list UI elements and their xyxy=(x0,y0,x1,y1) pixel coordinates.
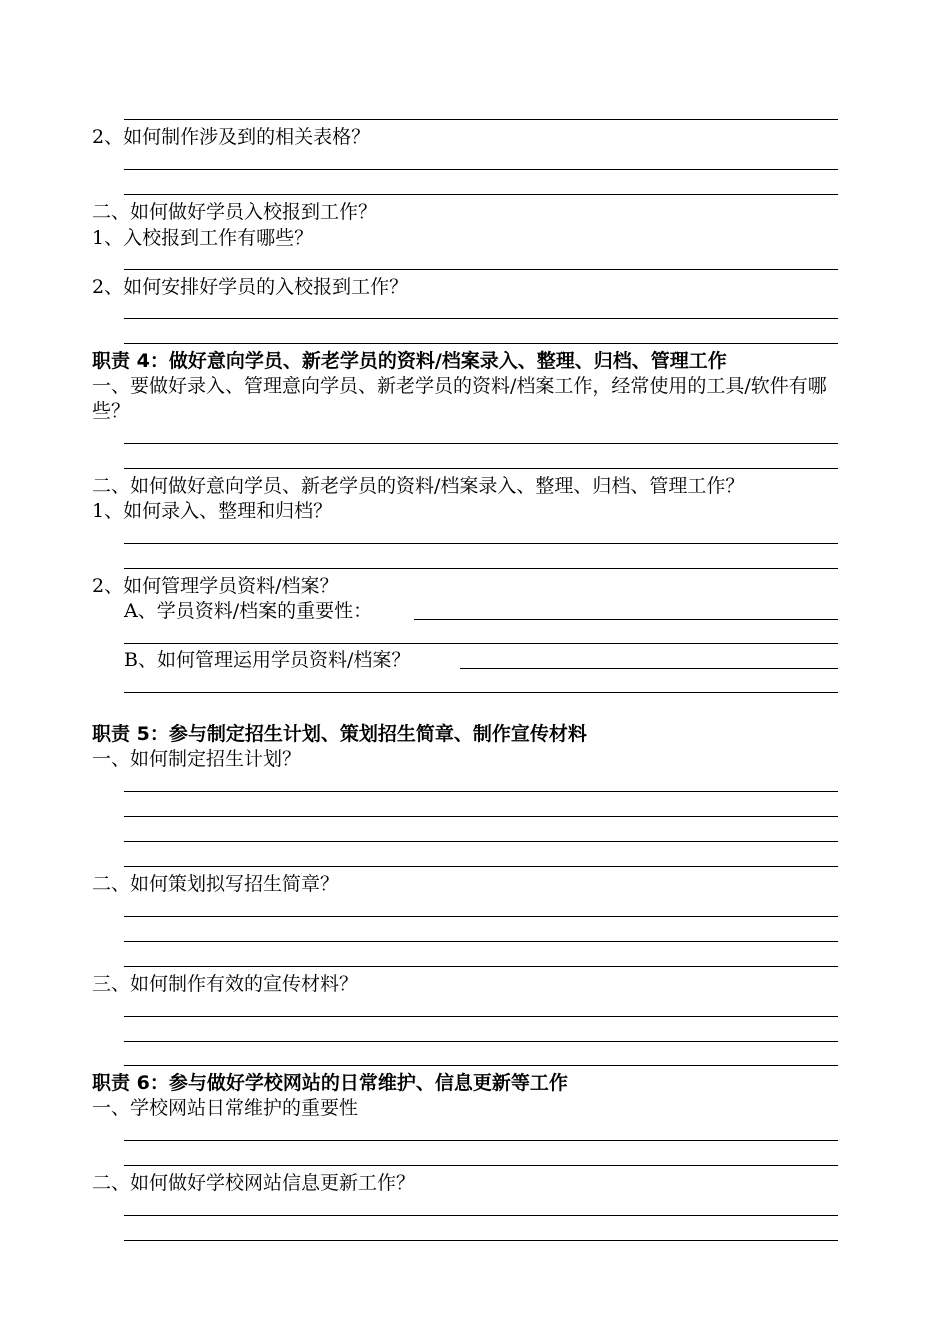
duty-4-question-2-2: 2、如何管理学员资料/档案？ xyxy=(92,575,339,597)
answer-line[interactable] xyxy=(124,1016,838,1017)
duty-4-question-2-2-b: B、如何管理运用学员资料/档案？ xyxy=(124,649,411,671)
answer-line[interactable] xyxy=(124,568,838,569)
answer-line[interactable] xyxy=(124,692,838,693)
answer-line[interactable] xyxy=(124,1140,838,1141)
answer-line[interactable] xyxy=(124,791,838,792)
duty-4-question-2-2-a: A、学员资料/档案的重要性： xyxy=(124,600,373,622)
duty-5-question-3: 三、如何制作有效的宣传材料？ xyxy=(92,973,359,995)
duty-4-question-2: 二、如何做好意向学员、新老学员的资料/档案录入、整理、归档、管理工作？ xyxy=(92,475,745,497)
duty-4-question-2-1: 1、如何录入、整理和归档？ xyxy=(92,500,333,522)
answer-line[interactable] xyxy=(124,643,838,644)
answer-line[interactable] xyxy=(124,1041,838,1042)
answer-line[interactable] xyxy=(124,816,838,817)
answer-line[interactable] xyxy=(124,169,838,170)
answer-line[interactable] xyxy=(124,468,838,469)
duty-6-question-1: 一、学校网站日常维护的重要性 xyxy=(92,1097,359,1119)
answer-line[interactable] xyxy=(124,916,838,917)
answer-line[interactable] xyxy=(124,194,838,195)
section-2-question-1: 1、入校报到工作有哪些？ xyxy=(92,227,314,249)
answer-line[interactable] xyxy=(124,1240,838,1241)
answer-line[interactable] xyxy=(124,343,838,344)
answer-line[interactable] xyxy=(124,543,838,544)
answer-line[interactable] xyxy=(124,941,838,942)
answer-line[interactable] xyxy=(124,1215,838,1216)
section-2-question-2: 2、如何安排好学员的入校报到工作？ xyxy=(92,276,409,298)
answer-line[interactable] xyxy=(124,841,838,842)
answer-line[interactable] xyxy=(124,443,838,444)
duty-6-question-2: 二、如何做好学校网站信息更新工作？ xyxy=(92,1172,416,1194)
duty-4-question-1: 一、要做好录入、管理意向学员、新老学员的资料/档案工作，经常使用的工具/软件有哪些？ xyxy=(92,375,827,422)
answer-line[interactable] xyxy=(124,966,838,967)
answer-line[interactable] xyxy=(460,668,838,669)
answer-line[interactable] xyxy=(124,866,838,867)
duty-6-title: 职责 6：参与做好学校网站的日常维护、信息更新等工作 xyxy=(92,1072,568,1094)
section-2-heading: 二、如何做好学员入校报到工作？ xyxy=(92,201,378,223)
answer-line[interactable] xyxy=(414,619,838,620)
duty-4-title: 职责 4：做好意向学员、新老学员的资料/档案录入、整理、归档、管理工作 xyxy=(92,350,727,372)
answer-line[interactable] xyxy=(124,318,838,319)
answer-line[interactable] xyxy=(124,119,838,120)
answer-line[interactable] xyxy=(124,1165,838,1166)
answer-line[interactable] xyxy=(124,1065,838,1066)
duty-5-title: 职责 5：参与制定招生计划、策划招生简章、制作宣传材料 xyxy=(92,723,587,745)
answer-line[interactable] xyxy=(124,269,838,270)
question-make-tables: 2、如何制作涉及到的相关表格？ xyxy=(92,126,371,148)
duty-5-question-2: 二、如何策划拟写招生简章？ xyxy=(92,873,340,895)
duty-5-question-1: 一、如何制定招生计划？ xyxy=(92,748,302,770)
